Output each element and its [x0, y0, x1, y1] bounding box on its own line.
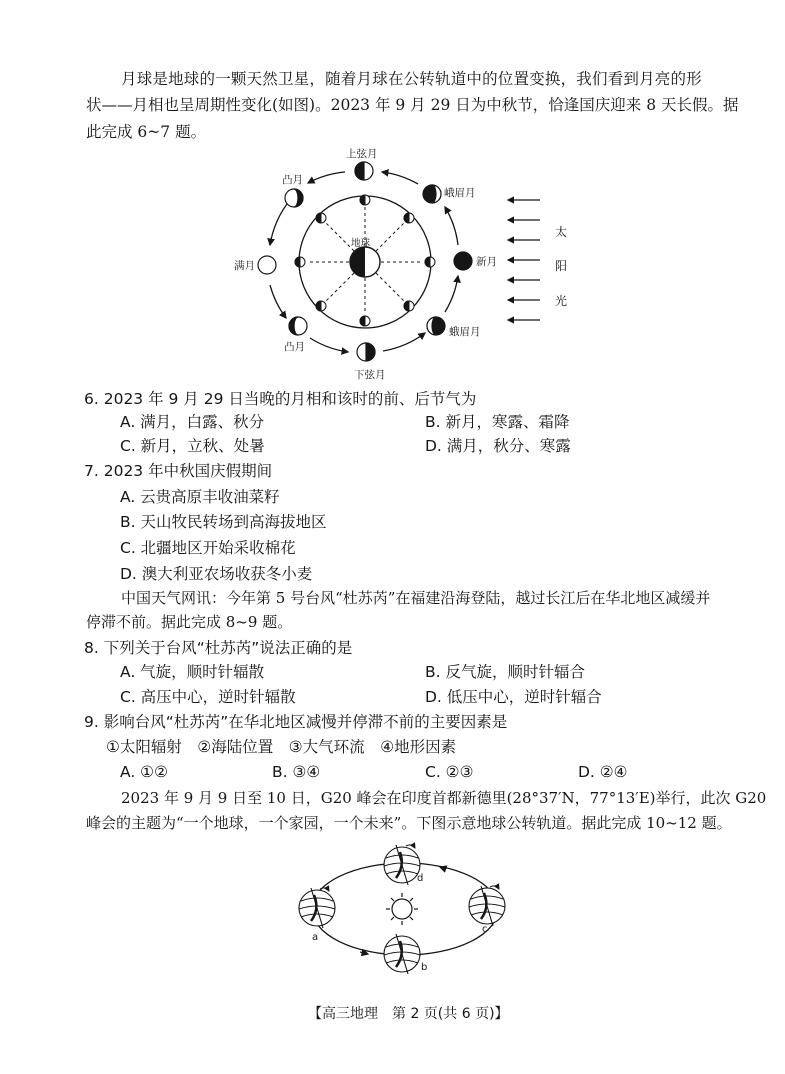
crescent-moon-icon — [427, 317, 445, 335]
q6-option-a[interactable]: A. 满月，白露、秋分 — [120, 413, 265, 431]
q7-option-d[interactable]: D. 澳大利亚农场收获冬小麦 — [120, 565, 313, 583]
q7-option-c[interactable]: C. 北疆地区开始采收棉花 — [120, 539, 296, 557]
intro3-line1: 2023 年 9 月 9 日至 10 日，G20 峰会在印度首都新德里(28°37′N，77°13′E)举行，此次 G20 — [121, 789, 767, 807]
q8-stem: 8. 下列关于台风“杜苏芮”说法正确的是 — [84, 639, 353, 657]
intro2-line2: 停滞不前。据此完成 8~9 题。 — [86, 613, 293, 631]
label-earth: 地球 — [351, 238, 371, 249]
intro3-line2: 峰会的主题为“一个地球，一个家园，一个未来”。下图示意地球公转轨道。据此完成 10~12 题。 — [86, 814, 732, 832]
inner-moon — [316, 213, 326, 223]
orbit-label-a: a — [312, 932, 319, 943]
label-xiaxian: 下弦月 — [354, 369, 386, 381]
first-quarter-moon-icon — [355, 162, 373, 180]
last-quarter-moon-icon — [357, 343, 375, 361]
q9-option-c[interactable]: C. ②③ — [425, 763, 474, 781]
label-sun-2: 阳 — [555, 259, 568, 273]
inner-moon — [295, 257, 305, 267]
inner-moon — [360, 316, 370, 326]
inner-moon — [404, 301, 414, 311]
earth-globe-icon — [299, 888, 335, 928]
page-footer: 【高三地理 第 2 页(共 6 页)】 — [308, 1006, 509, 1022]
label-emei-1: 峨眉月 — [444, 187, 476, 199]
sun-icon — [386, 893, 418, 925]
earth-globe-icon — [384, 934, 420, 974]
q6-option-d[interactable]: D. 满月，秋分、寒露 — [425, 437, 571, 455]
q9-option-d[interactable]: D. ②④ — [578, 763, 628, 781]
label-emei-2: 蛾眉月 — [449, 326, 481, 338]
q7-option-a[interactable]: A. 云贵高原丰收油菜籽 — [120, 488, 280, 506]
q7-stem: 7. 2023 年中秋国庆假期间 — [84, 462, 273, 480]
earth-globe-icon — [384, 845, 420, 885]
label-sun-3: 光 — [555, 294, 568, 308]
earth-globe-icon — [469, 886, 505, 926]
orbit-label-d: d — [417, 873, 424, 884]
q9-option-a[interactable]: A. ①② — [120, 763, 168, 781]
crescent-moon-icon — [423, 185, 441, 203]
orbit-label-b: b — [421, 962, 428, 973]
q6-option-c[interactable]: C. 新月，立秋、处暑 — [120, 437, 265, 455]
q8-option-b[interactable]: B. 反气旋，顺时针辐合 — [425, 663, 585, 681]
label-man: 满月 — [234, 260, 255, 272]
full-moon-icon — [258, 256, 276, 274]
earth-icon — [350, 247, 380, 277]
q8-option-a[interactable]: A. 气旋，顺时针辐散 — [120, 663, 265, 681]
q8-option-d[interactable]: D. 低压中心，逆时针辐合 — [425, 688, 602, 706]
inner-moon — [425, 257, 435, 267]
sunlight-arrows — [508, 200, 540, 320]
label-tu-top: 凸月 — [282, 174, 303, 186]
q9-factors: ①太阳辐射 ②海陆位置 ③大气环流 ④地形因素 — [106, 738, 457, 756]
intro2-line1: 中国天气网讯：今年第 5 号台风“杜苏芮”在福建沿海登陆，越过长江后在华北地区减缓并 — [121, 589, 711, 607]
intro1-line2: 状——月相也呈周期性变化(如图)。2023 年 9 月 29 日为中秋节，恰逢国庆迎来 8 天长假。据 — [86, 96, 739, 114]
q9-option-b[interactable]: B. ③④ — [272, 763, 321, 781]
label-xin: 新月 — [476, 256, 497, 268]
moon-phase-figure — [228, 140, 598, 385]
label-sun-1: 太 — [555, 225, 568, 239]
label-shangxian: 上弦月 — [346, 148, 378, 160]
q6-stem: 6. 2023 年 9 月 29 日当晚的月相和该时的前、后节气为 — [84, 390, 477, 408]
inner-moon — [316, 301, 326, 311]
intro1-line1: 月球是地球的一颗天然卫星，随着月球在公转轨道中的位置变换，我们看到月亮的形 — [121, 70, 702, 88]
inner-moon — [360, 195, 370, 205]
new-moon-icon — [454, 252, 472, 270]
orbit-label-c: c — [482, 924, 488, 935]
earth-orbit-figure — [290, 840, 520, 985]
q7-option-b[interactable]: B. 天山牧民转场到高海拔地区 — [120, 513, 327, 531]
q8-option-c[interactable]: C. 高压中心，逆时针辐散 — [120, 688, 296, 706]
q6-option-b[interactable]: B. 新月，寒露、霜降 — [425, 413, 570, 431]
gibbous-moon-icon — [285, 189, 303, 207]
gibbous-moon-icon — [289, 317, 307, 335]
q9-stem: 9. 影响台风“杜苏芮”在华北地区减慢并停滞不前的主要因素是 — [84, 713, 508, 731]
inner-moon — [404, 213, 414, 223]
intro1-line3: 此完成 6~7 题。 — [86, 123, 207, 141]
label-tu-bottom: 凸月 — [284, 341, 305, 353]
